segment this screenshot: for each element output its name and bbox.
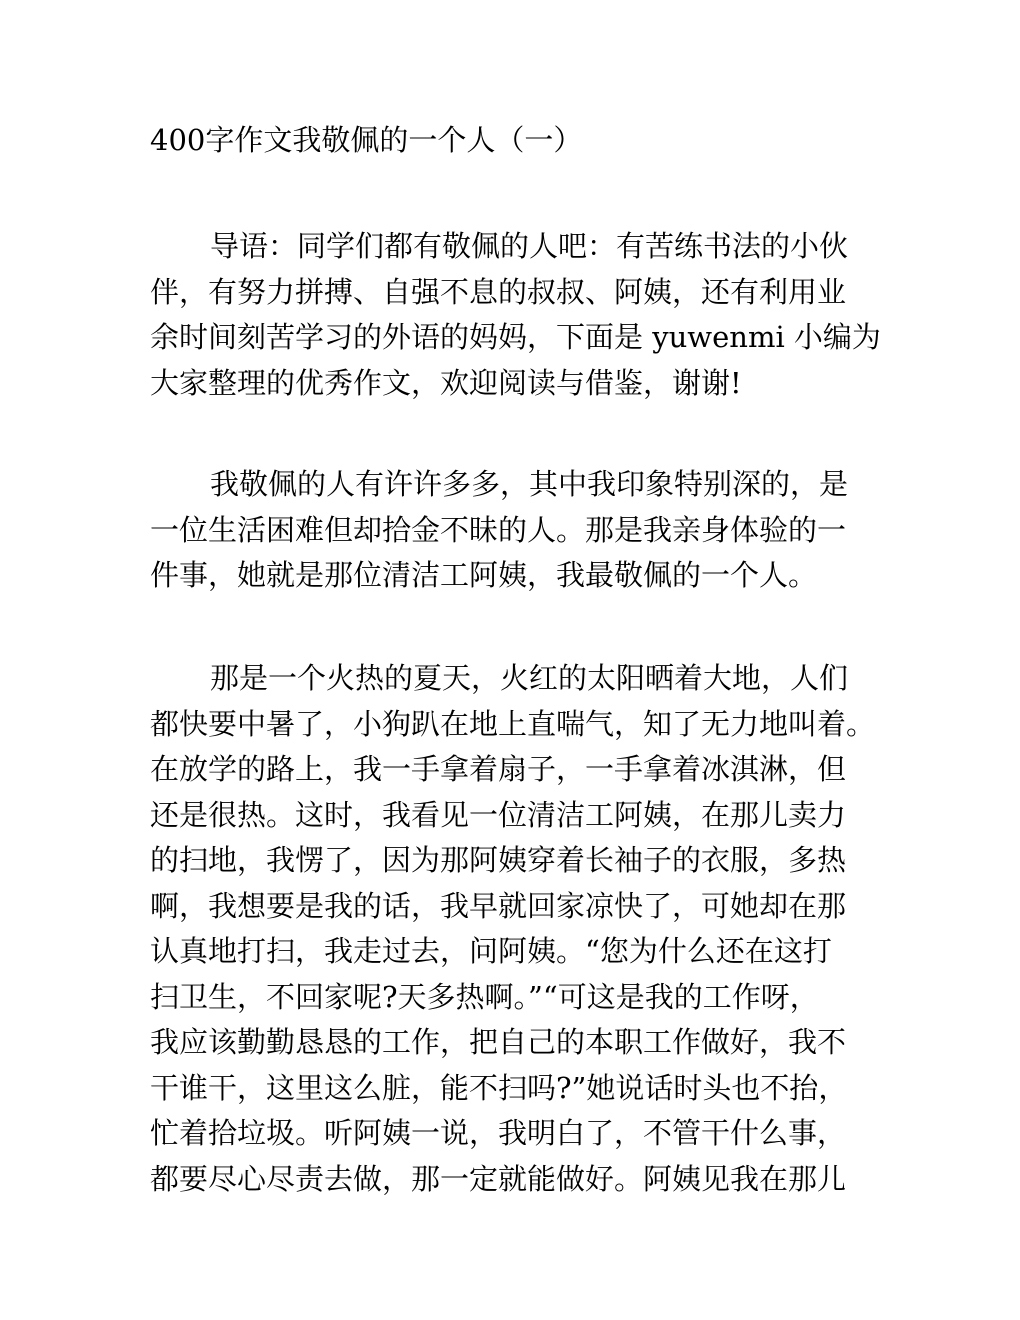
paragraph-line: 余时间刻苦学习的外语的妈妈，下面是 yuwenmi 小编为	[150, 320, 881, 354]
paragraph-line: 的扫地，我愣了，因为那阿姨穿着长袖子的衣服，多热	[150, 843, 847, 877]
paragraph-line: 都快要中暑了，小狗趴在地上直喘气，知了无力地叫着。	[150, 706, 876, 741]
paragraph-line: 那是一个火热的夏天，火红的太阳晒着大地，人们	[210, 661, 849, 695]
paragraph-line: 都要尽心尽责去做，那一定就能做好。阿姨见我在那儿	[150, 1161, 847, 1196]
paragraph-line: 大家整理的优秀作文，欢迎阅读与借鉴，谢谢!	[150, 365, 742, 400]
paragraph-line: 认真地打扫，我走过去，问阿姨。“您为什么还在这打	[150, 934, 832, 968]
paragraph-line: 在放学的路上，我一手拿着扇子，一手拿着冰淇淋，但	[150, 752, 847, 786]
paragraph-line: 我敬佩的人有许许多多，其中我印象特别深的，是	[210, 467, 849, 501]
paragraph-line: 啊，我想要是我的话，我早就回家凉快了，可她却在那	[150, 888, 847, 923]
paragraph-line: 扫卫生，不回家呢?天多热啊。”“可这是我的工作呀，	[150, 979, 819, 1014]
paragraph-line: 干谁干，这里这么脏，能不扫吗?”她说话时头也不抬，	[150, 1070, 848, 1105]
paragraph-intro	[150, 224, 890, 406]
paragraph-line: 我应该勤勤恳恳的工作，把自己的本职工作做好，我不	[150, 1025, 847, 1059]
paragraph-line: 一位生活困难但却拾金不昧的人。那是我亲身体验的一	[150, 512, 847, 547]
paragraph-line: 伴，有努力拼搏、自强不息的叔叔、阿姨，还有利用业	[150, 274, 847, 309]
paragraph-line: 导语：同学们都有敬佩的人吧：有苦练书法的小伙	[210, 229, 849, 263]
paragraph-line: 忙着拾垃圾。听阿姨一说，我明白了，不管干什么事，	[150, 1116, 847, 1150]
document-title: 400字作文我敬佩的一个人（一）	[150, 123, 583, 157]
paragraph-line: 件事，她就是那位清洁工阿姨，我最敬佩的一个人。	[150, 558, 818, 592]
paragraph-line: 还是很热。这时，我看见一位清洁工阿姨，在那儿卖力	[150, 797, 847, 832]
paragraph-three	[150, 656, 890, 1202]
paragraph-two	[150, 462, 890, 599]
